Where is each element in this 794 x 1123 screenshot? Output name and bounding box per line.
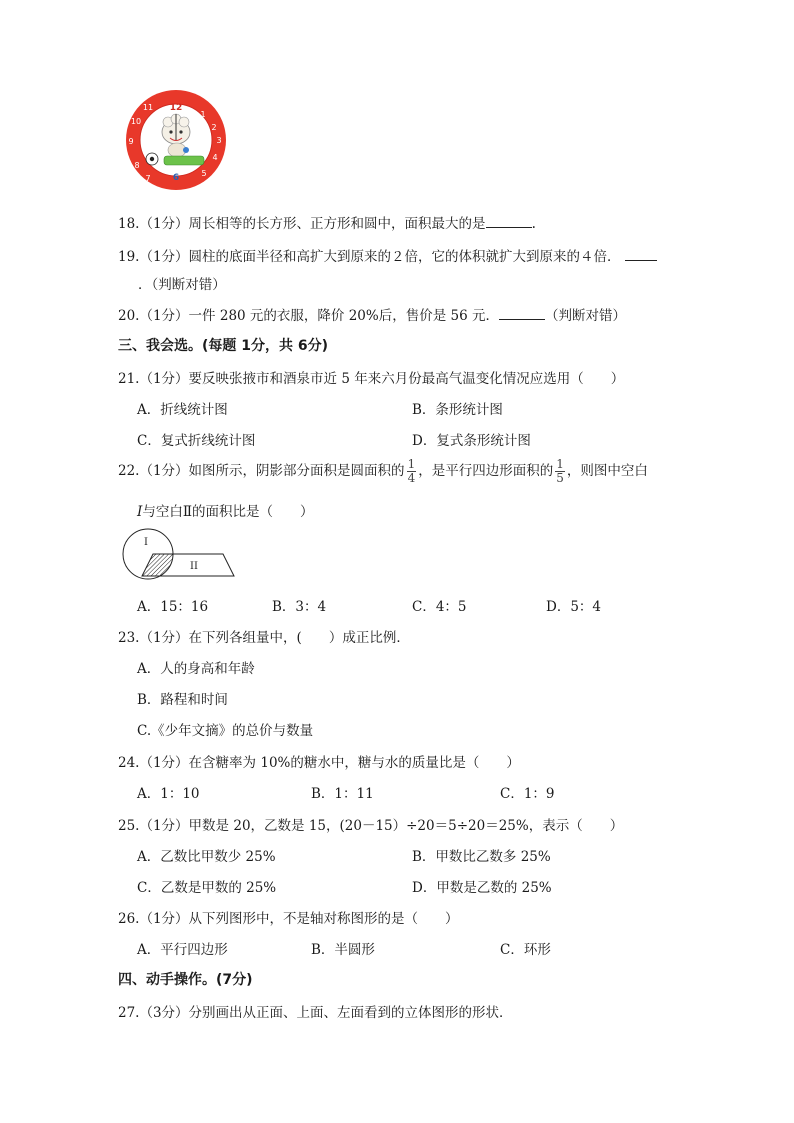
clock-number: 8 (134, 161, 140, 170)
clock-image (118, 88, 236, 196)
fraction-numerator: 1 (407, 457, 416, 471)
roman-one: I (137, 504, 143, 520)
figure-label-i: I (144, 537, 148, 548)
question-20 (118, 304, 626, 324)
clock-number: 9 (128, 137, 134, 146)
fraction-denominator: 5 (556, 471, 564, 485)
question-24-stem: 24.（1分）在含糖率为 10%的糖水中，糖与水的质量比是（ ） (118, 755, 520, 771)
clock-number-12: 12 (169, 103, 183, 113)
option-c[interactable]: C．环形 (500, 942, 551, 958)
question-22-text-a: 22.（1分）如图所示，阴影部分面积是圆面积的 (118, 463, 405, 479)
answer-blank[interactable] (499, 307, 545, 320)
clock-number-6: 6 (172, 173, 180, 183)
option-a[interactable]: A．折线统计图 (137, 402, 228, 418)
question-22-line2 (137, 500, 314, 520)
option-b[interactable]: B．3：4 (272, 599, 327, 615)
fraction-denominator: 4 (407, 471, 416, 485)
option-b[interactable]: B．条形统计图 (412, 402, 503, 418)
question-23-stem: 23.（1分）在下列各组量中，( ）成正比例． (118, 630, 410, 646)
option-c[interactable]: C.《少年文摘》的总价与数量 (137, 723, 314, 739)
clock-number: 4 (212, 153, 218, 162)
question-22-text-b: ，是平行四边形面积的 (418, 463, 554, 479)
option-c[interactable]: C．乙数是甲数的 25% (137, 880, 277, 896)
option-d[interactable]: D．复式条形统计图 (412, 433, 531, 449)
fraction-one-quarter (407, 458, 417, 485)
question-22-text-d: 与空白Ⅱ的面积比是（ ） (142, 504, 314, 520)
clock-number: 11 (142, 103, 154, 112)
option-b[interactable]: B．1：11 (311, 786, 374, 802)
answer-blank[interactable] (625, 248, 657, 261)
geometry-figure (118, 528, 248, 584)
option-d[interactable]: D．5：4 (546, 599, 602, 615)
option-b[interactable]: B．半圆形 (311, 942, 375, 958)
clock-number: 1 (200, 110, 206, 119)
option-d[interactable]: D．甲数是乙数的 25% (412, 880, 552, 896)
answer-blank[interactable] (486, 215, 532, 228)
option-a[interactable]: A．平行四边形 (137, 942, 228, 958)
question-27-stem: 27.（3分）分别画出从正面、上面、左面看到的立体图形的形状． (118, 1005, 513, 1021)
question-22-text-c: ，则图中空白 (566, 463, 648, 479)
option-b[interactable]: B．甲数比乙数多 25% (412, 849, 551, 865)
question-18-text: 18.（1分）周长相等的长方形、正方形和圆中，面积最大的是 (118, 216, 486, 232)
section-3-heading: 三、我会选。(每题 1分，共 6分) (118, 338, 329, 354)
clock-number: 7 (145, 174, 151, 183)
fraction-numerator: 1 (556, 457, 564, 471)
question-21-stem: 21.（1分）要反映张掖市和酒泉市近 5 年来六月份最高气温变化情况应选用（ ） (118, 371, 625, 387)
question-19-text: 19.（1分）圆柱的底面半径和高扩大到原来的２倍，它的体积就扩大到原来的４倍． (118, 249, 621, 265)
clock-number: 5 (201, 169, 207, 178)
clock-number: 2 (211, 123, 217, 132)
question-26-stem: 26.（1分）从下列图形中，不是轴对称图形的是（ ） (118, 911, 459, 927)
section-4-heading: 四、动手操作。(7分) (118, 972, 253, 988)
question-20-end: （判断对错） (544, 308, 626, 324)
question-19-line1 (118, 245, 657, 265)
question-18-end: . (531, 216, 536, 232)
circle-parallelogram-figure (118, 528, 248, 584)
question-20-text: 20.（1分）一件 280 元的衣服，降价 20%后，售价是 56 元． (118, 308, 499, 324)
option-b[interactable]: B．路程和时间 (137, 692, 228, 708)
fraction-one-fifth (555, 458, 565, 485)
option-a[interactable]: A．乙数比甲数少 25% (137, 849, 276, 865)
option-c[interactable]: C．复式折线统计图 (137, 433, 256, 449)
clock-number: 10 (130, 117, 142, 126)
question-19-line2: ．（判断对错） (138, 277, 226, 293)
clock-number: 3 (216, 136, 222, 145)
option-a[interactable]: A．人的身高和年龄 (137, 661, 255, 677)
option-c[interactable]: C．4：5 (412, 599, 467, 615)
question-25-stem: 25.（1分）甲数是 20，乙数是 15，(20－15）÷20＝5÷20＝25%，表示（ ） (118, 818, 624, 834)
clock-figure (118, 88, 236, 196)
option-a[interactable]: A．15：16 (137, 599, 209, 615)
question-18 (118, 212, 536, 232)
option-c[interactable]: C．1：9 (500, 786, 555, 802)
option-a[interactable]: A．1：10 (137, 786, 200, 802)
figure-label-ii: II (190, 561, 198, 572)
question-22-stem (118, 456, 648, 486)
